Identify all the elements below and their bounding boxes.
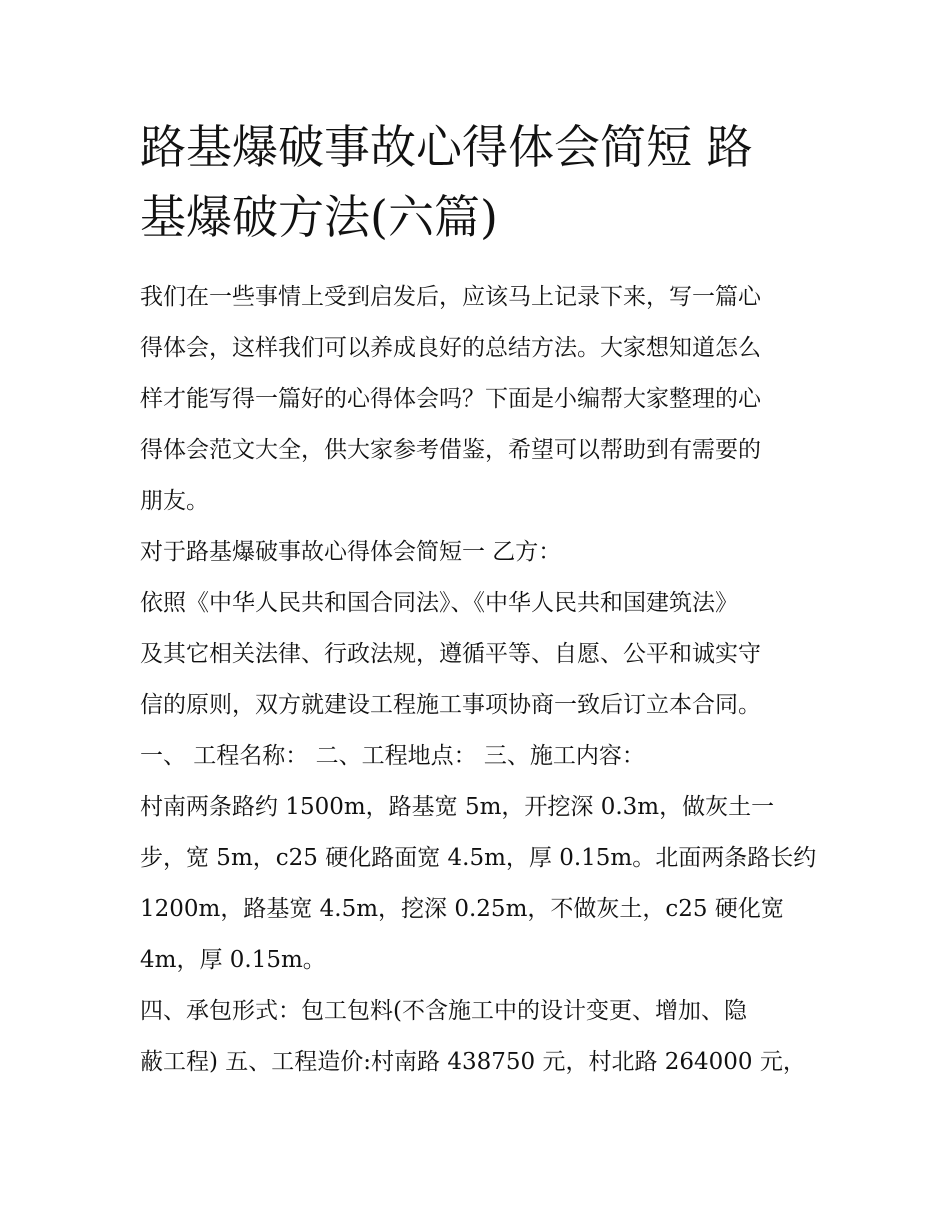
project-items-line: 一、 工程名称： 二、工程地点： 三、施工内容： — [140, 743, 645, 769]
document-body — [140, 272, 820, 1088]
section-heading: 对于路基爆破事故心得体会简短一 乙方： — [140, 539, 562, 565]
contract-form-paragraph: 四、承包形式：包工包料(不含施工中的设计变更、增加、隐 蔽工程) 五、工程造价:村南路 438750 元，村北路 264000 元， — [140, 998, 806, 1075]
intro-paragraph: 我们在一些事情上受到启发后，应该马上记录下来，写一篇心 得体会，这样我们可以养成良好的总结方法。大家想知道怎么 样才能写得一篇好的心得体会吗？下面是小编帮大家整理的心 得体会范文大全，供大家参考借鉴，希望可以帮助到有需要的 朋友。 — [140, 284, 761, 514]
document-page — [140, 112, 820, 1088]
legal-basis-paragraph: 依照《中华人民共和国合同法》、《中华人民共和国建筑法》 及其它相关法律、行政法规，遵循平等、自愿、公平和诚实守 信的原则，双方就建设工程施工事项协商一致后订立本合同。 — [140, 590, 761, 718]
construction-content-paragraph: 村南两条路约 1500m，路基宽 5m，开挖深 0.3m，做灰土一 步，宽 5m，c25 硬化路面宽 4.5m，厚 0.15m。北面两条路长约 1200m，路基宽 4.5m，挖深 0.25m，不做灰土，c25 硬化宽 4m，厚 0.15m。 — [140, 794, 817, 973]
document-title: 路基爆破事故心得体会简短 路 基爆破方法(六篇) — [140, 120, 753, 244]
